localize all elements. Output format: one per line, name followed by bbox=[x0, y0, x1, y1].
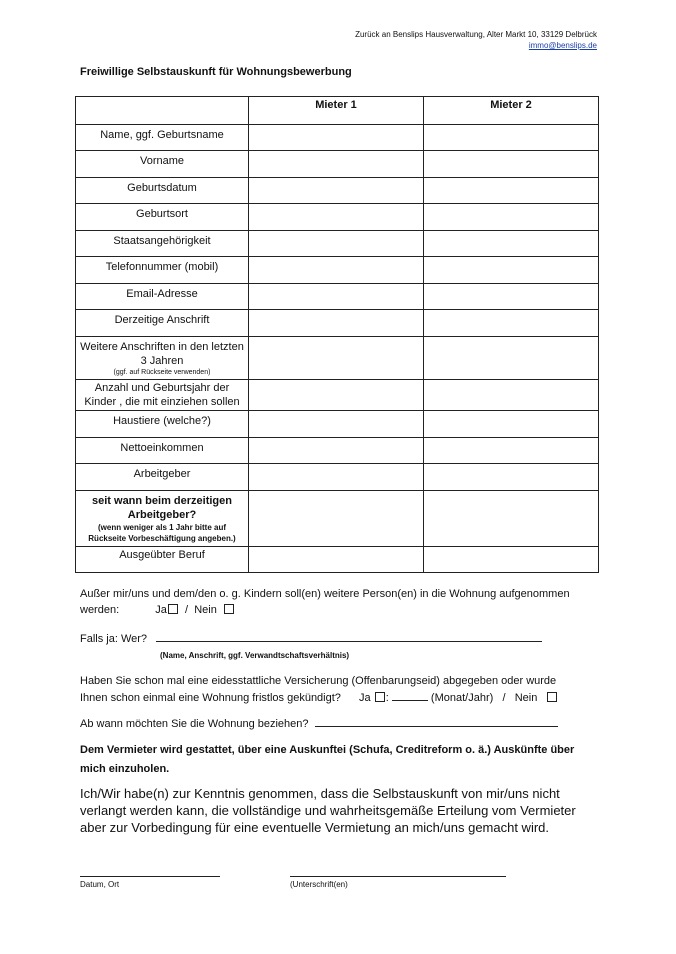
table-row bbox=[76, 151, 599, 178]
cell-tenant-1-phone[interactable] bbox=[249, 257, 424, 284]
cell-tenant-2-employer[interactable] bbox=[424, 464, 599, 491]
table-row bbox=[76, 337, 599, 380]
sender-address: Zurück an Benslips Hausverwaltung, Alter Markt 10, 33129 Delbrück bbox=[355, 30, 597, 39]
move-in-label: Ab wann möchten Sie die Wohnung beziehen? bbox=[80, 718, 309, 730]
cell-tenant-2-nationality[interactable] bbox=[424, 231, 599, 257]
previous-addresses-text: Weitere Anschriften in den letzten 3 Jahren bbox=[80, 341, 244, 367]
cell-tenant-1-employer[interactable] bbox=[249, 464, 424, 491]
cell-tenant-1-birth-date[interactable] bbox=[249, 178, 424, 204]
cell-tenant-1-email[interactable] bbox=[249, 284, 424, 310]
who-input-line[interactable] bbox=[156, 641, 542, 642]
cell-tenant-2-name[interactable] bbox=[424, 125, 599, 151]
question-affidavit bbox=[80, 673, 600, 706]
affidavit-colon: : bbox=[385, 692, 389, 704]
cell-tenant-1-occupation[interactable] bbox=[249, 547, 424, 573]
table-row bbox=[76, 411, 599, 438]
cell-tenant-1-net-income[interactable] bbox=[249, 438, 424, 464]
cell-tenant-1-name[interactable] bbox=[249, 125, 424, 151]
header-tenant-2: Mieter 2 bbox=[424, 97, 599, 125]
date-place-label: Datum, Ort bbox=[80, 880, 120, 889]
cell-tenant-2-birth-place[interactable] bbox=[424, 204, 599, 231]
affidavit-yes-checkbox[interactable] bbox=[375, 692, 385, 702]
row-label-name: Name, ggf. Geburtsname bbox=[76, 125, 249, 151]
row-label-occupation: Ausgeübter Beruf bbox=[76, 547, 249, 573]
affidavit-yes-label: Ja bbox=[359, 692, 371, 704]
signature-label: (Unterschrift(en) bbox=[290, 880, 348, 889]
cell-tenant-2-current-address[interactable] bbox=[424, 310, 599, 337]
additional-persons-text: Außer mir/uns und dem/den o. g. Kindern soll(en) weitere Person(en) in die Wohnung aufgenommen werden: bbox=[80, 588, 570, 616]
cell-tenant-1-children[interactable] bbox=[249, 380, 424, 411]
additional-persons-yes-label: Ja bbox=[155, 604, 167, 616]
declaration-text: Ich/Wir habe(n) zur Kenntnis genommen, dass die Selbstauskunft von mir/uns nicht verlangt werden kann, die vollständige und wahrheitsgemäße Erteilung vom Vermieter aber zur Vorbedingung für eine eventuelle Vermietung an mich/uns gemacht wird. bbox=[80, 786, 576, 835]
table-row bbox=[76, 547, 599, 573]
table-header-row bbox=[76, 97, 599, 125]
affidavit-no-label: Nein bbox=[514, 692, 538, 704]
question-additional-persons bbox=[80, 586, 600, 618]
table-row bbox=[76, 491, 599, 547]
row-label-employer: Arbeitgeber bbox=[76, 464, 249, 491]
additional-persons-yes-checkbox[interactable] bbox=[168, 604, 178, 614]
affidavit-line-2 bbox=[80, 690, 600, 706]
sender-block bbox=[355, 29, 597, 51]
cell-tenant-1-pets[interactable] bbox=[249, 411, 424, 438]
additional-persons-no-label: Nein bbox=[194, 604, 217, 616]
cell-tenant-2-birth-date[interactable] bbox=[424, 178, 599, 204]
row-label-employed-since bbox=[76, 491, 249, 547]
table-row bbox=[76, 464, 599, 491]
cell-tenant-1-birth-place[interactable] bbox=[249, 204, 424, 231]
cell-tenant-2-previous-addresses[interactable] bbox=[424, 337, 599, 380]
row-label-email: Email-Adresse bbox=[76, 284, 249, 310]
table-row bbox=[76, 310, 599, 337]
who-label: Falls ja: Wer? bbox=[80, 633, 148, 645]
row-label-net-income: Nettoeinkommen bbox=[76, 438, 249, 464]
cell-tenant-2-phone[interactable] bbox=[424, 257, 599, 284]
consent-text: Dem Vermieter wird gestattet, über eine Auskunftei (Schufa, Creditreform o. ä.) Auskünfte über mich einzuholen. bbox=[80, 744, 575, 775]
affidavit-text-line-1: Haben Sie schon mal eine eidesstattliche Versicherung (Offenbarungseid) abgegeben oder wurde bbox=[80, 675, 557, 687]
cell-tenant-2-email[interactable] bbox=[424, 284, 599, 310]
additional-persons-separator: / bbox=[185, 604, 189, 616]
table-row bbox=[76, 178, 599, 204]
table-row bbox=[76, 257, 599, 284]
row-label-nationality: Staatsangehörigkeit bbox=[76, 231, 249, 257]
header-tenant-1: Mieter 1 bbox=[249, 97, 424, 125]
row-label-first-name: Vorname bbox=[76, 151, 249, 178]
cell-tenant-1-previous-addresses[interactable] bbox=[249, 337, 424, 380]
row-label-previous-addresses bbox=[76, 337, 249, 380]
date-place-line[interactable] bbox=[80, 876, 220, 877]
question-move-in bbox=[80, 716, 558, 732]
document-title: Freiwillige Selbstauskunft für Wohnungsbewerbung bbox=[80, 66, 352, 78]
affidavit-separator: / bbox=[502, 692, 506, 704]
employed-since-text: seit wann beim derzeitigen Arbeitgeber? bbox=[92, 495, 232, 521]
signature-line[interactable] bbox=[290, 876, 506, 877]
row-label-pets: Haustiere (welche?) bbox=[76, 411, 249, 438]
move-in-input-line[interactable] bbox=[315, 726, 558, 727]
header-empty bbox=[76, 97, 249, 125]
question-who bbox=[80, 631, 542, 647]
affidavit-period-label: (Monat/Jahr) bbox=[430, 692, 494, 704]
cell-tenant-2-employed-since[interactable] bbox=[424, 491, 599, 547]
cell-tenant-2-first-name[interactable] bbox=[424, 151, 599, 178]
row-label-birth-date: Geburtsdatum bbox=[76, 178, 249, 204]
cell-tenant-1-current-address[interactable] bbox=[249, 310, 424, 337]
cell-tenant-1-first-name[interactable] bbox=[249, 151, 424, 178]
row-label-current-address: Derzeitige Anschrift bbox=[76, 310, 249, 337]
previous-addresses-note: (ggf. auf Rückseite verwenden) bbox=[113, 369, 211, 376]
row-label-birth-place: Geburtsort bbox=[76, 204, 249, 231]
cell-tenant-1-nationality[interactable] bbox=[249, 231, 424, 257]
applicant-table bbox=[75, 96, 599, 573]
cell-tenant-2-pets[interactable] bbox=[424, 411, 599, 438]
cell-tenant-2-occupation[interactable] bbox=[424, 547, 599, 573]
affidavit-date-input[interactable] bbox=[392, 700, 428, 701]
additional-persons-no-checkbox[interactable] bbox=[224, 604, 234, 614]
table-row bbox=[76, 204, 599, 231]
cell-tenant-2-net-income[interactable] bbox=[424, 438, 599, 464]
cell-tenant-1-employed-since[interactable] bbox=[249, 491, 424, 547]
who-hint: (Name, Anschrift, ggf. Verwandtschaftsverhältnis) bbox=[160, 651, 350, 660]
table-row bbox=[76, 231, 599, 257]
table-row bbox=[76, 284, 599, 310]
affidavit-text-line-2: Ihnen schon einmal eine Wohnung fristlos gekündigt? bbox=[80, 692, 341, 704]
cell-tenant-2-children[interactable] bbox=[424, 380, 599, 411]
table-row bbox=[76, 438, 599, 464]
row-label-phone: Telefonnummer (mobil) bbox=[76, 257, 249, 284]
table-row bbox=[76, 380, 599, 411]
sender-email-link[interactable]: immo@benslips.de bbox=[528, 41, 597, 50]
table-row bbox=[76, 125, 599, 151]
employed-since-note: (wenn weniger als 1 Jahr bitte auf Rückseite Vorbeschäftigung angeben.) bbox=[88, 523, 236, 543]
row-label-children: Anzahl und Geburtsjahr der Kinder , die mit einziehen sollen bbox=[76, 380, 249, 411]
affidavit-no-checkbox[interactable] bbox=[547, 692, 557, 702]
